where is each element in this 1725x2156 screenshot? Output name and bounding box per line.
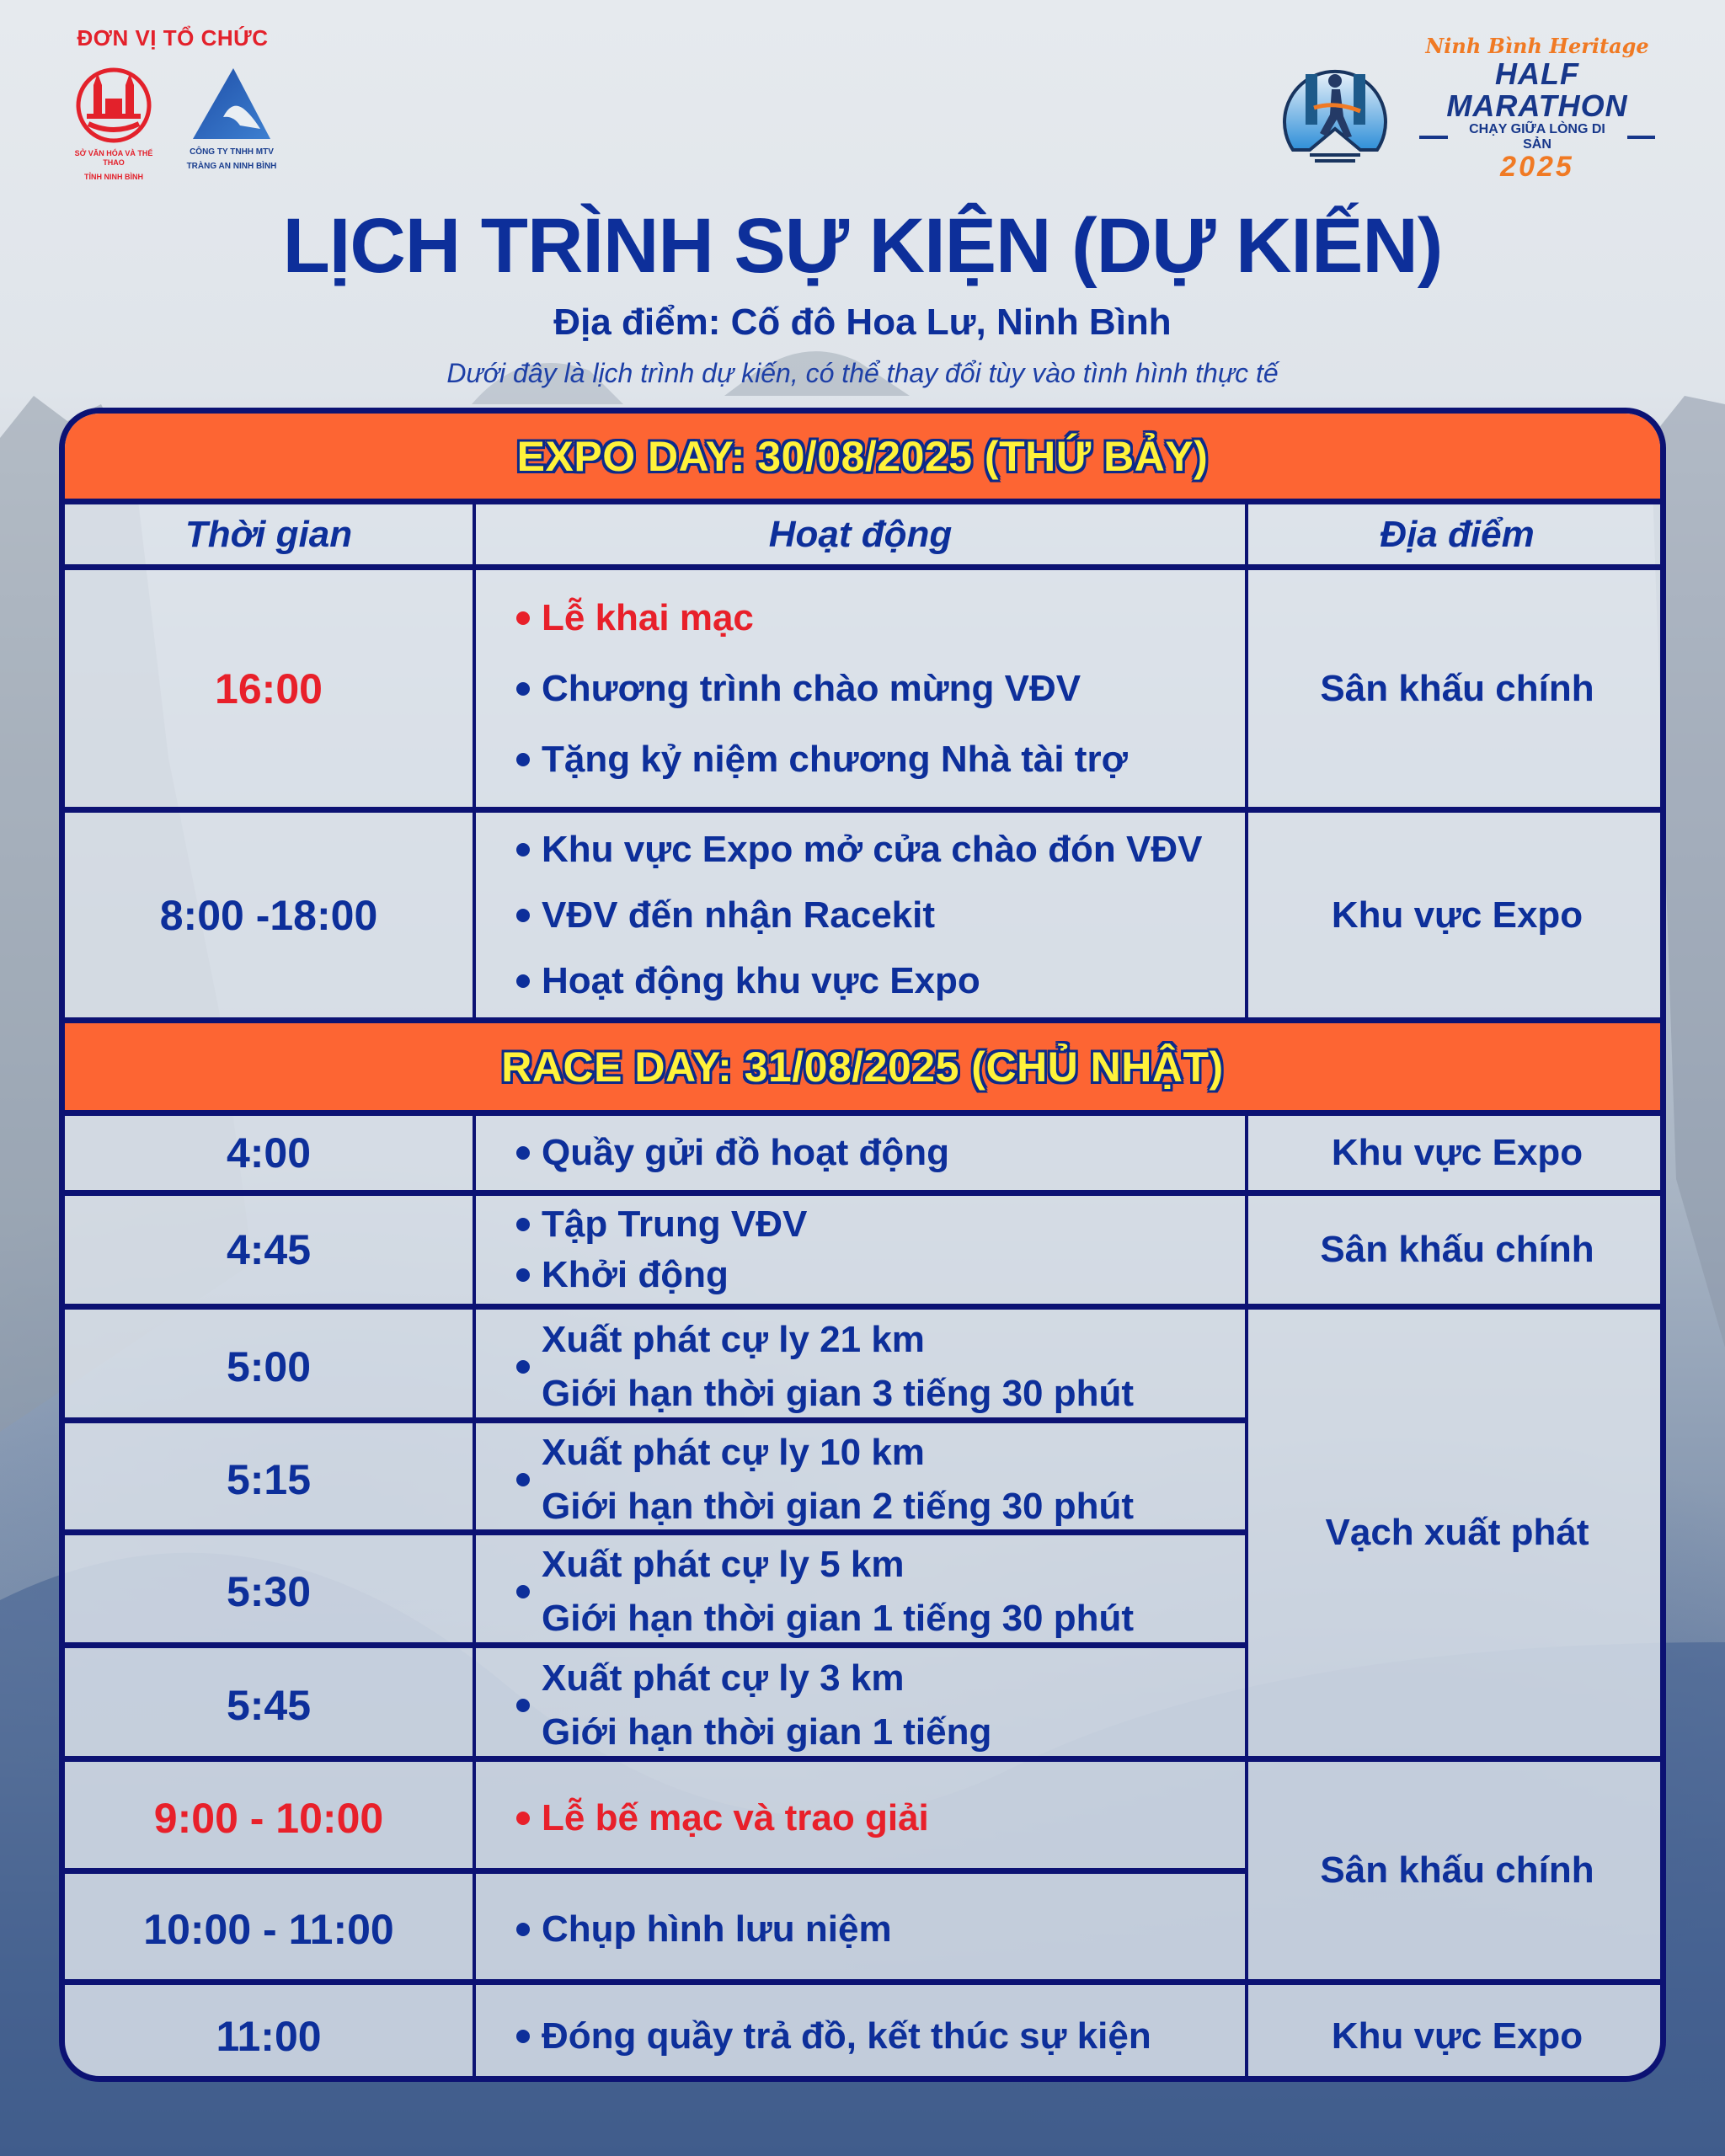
activity-line: Giới hạn thời gian 3 tiếng 30 phút	[542, 1372, 1135, 1414]
runner-emblem-icon	[1276, 49, 1394, 167]
event-logo	[1276, 34, 1655, 181]
company-logo	[185, 67, 278, 171]
activity-line: Xuất phát cự ly 10 km	[542, 1431, 925, 1473]
time-value: 5:00	[226, 1342, 312, 1390]
activity-line: Xuất phát cự ly 3 km	[542, 1657, 905, 1699]
bullet-icon	[516, 909, 530, 922]
bullet-icon	[516, 1218, 530, 1231]
bullet-icon	[516, 1146, 530, 1160]
location-cell-start-line	[1248, 1310, 1666, 1756]
table-row	[65, 1116, 1660, 1196]
activity-item: Chụp hình lưu niệm	[516, 1908, 892, 1951]
time-value: 5:15	[226, 1455, 312, 1503]
activity-item: VĐV đến nhận Racekit	[516, 894, 1202, 937]
event-script-title: Ninh Bình Heritage	[1425, 34, 1649, 58]
time-value: 8:00 -18:00	[159, 891, 378, 939]
department-caption-1: SỞ VĂN HÓA VÀ THỂ THAO	[74, 149, 153, 167]
race-day-header	[65, 1023, 1660, 1116]
schedule-table	[59, 408, 1666, 2082]
location-value: Khu vực Expo	[1331, 1132, 1583, 1173]
column-header-time: Thời gian	[184, 513, 353, 555]
activity-item: Chương trình chào mừng VĐV	[516, 668, 1128, 710]
event-year: 2025	[1500, 151, 1574, 183]
activity-item: Khu vực Expo mở cửa chào đón VĐV	[516, 829, 1202, 871]
expo-day-header	[65, 414, 1660, 504]
activity-item: Lễ bế mạc và trao giải	[516, 1797, 929, 1839]
bullet-icon	[516, 1268, 530, 1282]
activity-item: Quầy gửi đồ hoạt động	[516, 1132, 949, 1174]
location-value: Khu vực Expo	[1331, 2015, 1583, 2057]
column-header-row	[65, 504, 1660, 570]
expo-day-label: EXPO DAY: 30/08/2025 (THỨ BẢY)	[516, 432, 1209, 480]
location-cell-main-stage	[1248, 1762, 1666, 1979]
activity-item: Tặng kỷ niệm chương Nhà tài trợ	[516, 739, 1128, 781]
company-caption-1: CÔNG TY TNHH MTV	[190, 147, 274, 157]
bullet-icon	[516, 611, 530, 625]
column-header-location: Địa điểm	[1380, 513, 1535, 555]
location-value: Sân khấu chính	[1320, 1229, 1594, 1270]
time-value: 5:45	[226, 1681, 312, 1729]
activity-item: Hoạt động khu vực Expo	[516, 960, 1202, 1002]
event-tagline: CHẠY GIỮA LÒNG DI SẢN	[1469, 122, 1605, 152]
company-caption-2: TRÀNG AN NINH BÌNH	[186, 162, 277, 171]
activity-line: Xuất phát cự ly 21 km	[542, 1318, 925, 1360]
event-title: HALF MARATHON	[1446, 56, 1628, 123]
ninh-binh-emblem-icon	[75, 67, 152, 144]
department-caption-2: TỈNH NINH BÌNH	[84, 173, 143, 181]
organizer-label: ĐƠN VỊ TỔ CHỨC	[77, 25, 269, 51]
location-value: Khu vực Expo	[1331, 894, 1583, 936]
bullet-icon	[516, 753, 530, 766]
location-value: Sân khấu chính	[1320, 667, 1594, 709]
bullet-icon	[516, 843, 530, 857]
time-value: 9:00 - 10:00	[153, 1794, 384, 1842]
time-value: 5:30	[226, 1568, 312, 1615]
activity-item: Đóng quầy trả đồ, kết thúc sự kiện	[516, 2015, 1151, 2057]
time-value: 16:00	[215, 664, 323, 712]
venue: Địa điểm: Cố đô Hoa Lư, Ninh Bình	[553, 302, 1172, 343]
activity-line: Giới hạn thời gian 1 tiếng	[542, 1710, 992, 1753]
bullet-icon	[516, 1585, 530, 1598]
location-value: Vạch xuất phát	[1325, 1512, 1589, 1553]
department-logo	[67, 67, 160, 182]
trang-an-logo-icon	[190, 67, 274, 142]
activity-item: Lễ khai mạc	[516, 597, 1128, 639]
bullet-icon	[516, 2030, 530, 2043]
bullet-icon	[516, 1812, 530, 1825]
bullet-icon	[516, 1473, 530, 1486]
time-value: 4:45	[226, 1226, 312, 1273]
table-row	[65, 570, 1660, 813]
bullet-icon	[516, 682, 530, 696]
location-value: Sân khấu chính	[1320, 1849, 1594, 1891]
disclaimer-note: Dưới đây là lịch trình dự kiến, có thể thay đổi tùy vào tình hình thực tế	[446, 358, 1279, 388]
column-header-activity: Hoạt động	[768, 513, 953, 555]
activity-item: Khởi động	[516, 1254, 807, 1296]
race-day-label: RACE DAY: 31/08/2025 (CHỦ NHẬT)	[501, 1043, 1224, 1091]
time-value: 4:00	[226, 1129, 312, 1177]
bullet-icon	[516, 1360, 530, 1374]
table-row	[65, 813, 1660, 1023]
time-value: 11:00	[216, 2013, 322, 2060]
activity-item: Tập Trung VĐV	[516, 1203, 807, 1246]
activity-line: Xuất phát cự ly 5 km	[542, 1544, 905, 1585]
page-title: LỊCH TRÌNH SỰ KIỆN (DỰ KIẾN)	[282, 203, 1443, 289]
activity-line: Giới hạn thời gian 2 tiếng 30 phút	[542, 1485, 1135, 1527]
organizers	[67, 25, 286, 182]
bullet-icon	[516, 974, 530, 988]
time-value: 10:00 - 11:00	[143, 1906, 394, 1953]
table-row	[65, 1985, 1660, 2082]
table-row	[65, 1196, 1660, 1310]
activity-line: Giới hạn thời gian 1 tiếng 30 phút	[542, 1598, 1135, 1639]
bullet-icon	[516, 1699, 530, 1712]
bullet-icon	[516, 1923, 530, 1936]
